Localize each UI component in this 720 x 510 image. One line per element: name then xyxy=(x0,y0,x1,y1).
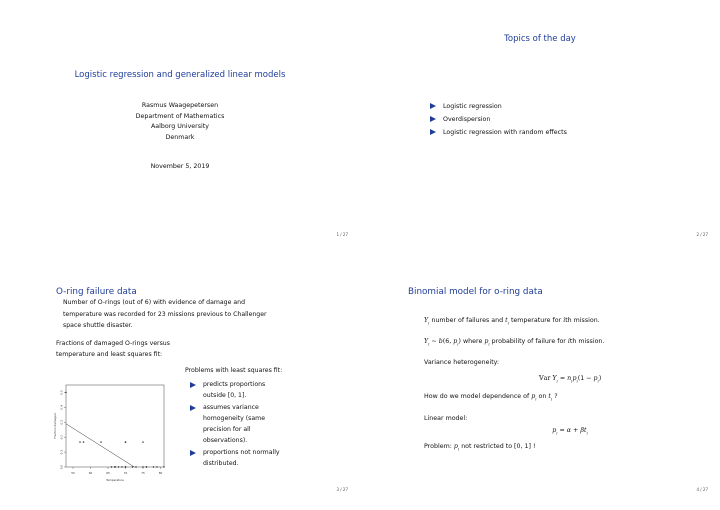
problem-line: Problem: $p_i$ not restricted to [0, 1] ! xyxy=(424,443,536,452)
y-tick-label: 0.1 xyxy=(59,449,64,455)
data-point xyxy=(146,466,147,467)
x-tick-label: 80 xyxy=(158,471,163,475)
linear-heading: Linear model: xyxy=(424,415,468,422)
slide-3 xyxy=(0,255,360,510)
data-point xyxy=(100,441,101,442)
data-point xyxy=(83,441,84,442)
data-point xyxy=(79,441,80,442)
list-item: Overdispersion xyxy=(430,114,567,127)
data-point xyxy=(163,466,164,467)
variance-heading: Variance heterogeneity: xyxy=(424,359,500,366)
list-item: Logistic regression with random effects xyxy=(430,127,567,140)
list-item: predicts proportions outside [0, 1]. xyxy=(190,380,290,401)
x-tick-label: 70 xyxy=(123,471,128,475)
data-point xyxy=(111,466,112,467)
page-number: 2 / 27 xyxy=(696,232,708,237)
x-tick-label: 60 xyxy=(88,471,93,475)
data-point xyxy=(118,466,119,467)
presentation-date: November 5, 2019 xyxy=(150,163,210,170)
bullet-triangle-icon xyxy=(190,450,196,456)
y-tick-label: 0.3 xyxy=(59,420,64,425)
topic-list xyxy=(430,101,567,139)
list-item: Logistic regression xyxy=(430,101,567,114)
list-item: assumes variance homogeneity (same precision for all observations). xyxy=(190,403,290,446)
slide-2-title: Topics of the day xyxy=(504,34,576,44)
data-point xyxy=(142,466,143,467)
variance-formula: 𝕍ar $Y_i = n_ip_i(1 - p_i)$ xyxy=(538,375,602,384)
author-name: Rasmus Waagepetersen xyxy=(141,102,219,109)
plot-caption: Fractions of damaged O-rings versus temperature and least squares fit: xyxy=(56,340,170,359)
data-point xyxy=(125,466,126,467)
x-axis-label: Temperature xyxy=(106,478,124,482)
y-tick-label: 0.2 xyxy=(59,434,64,440)
slide-4-title: Binomial model for o-ring data xyxy=(408,287,543,297)
x-tick-label: 65 xyxy=(106,471,110,475)
bullet-triangle-icon xyxy=(430,103,436,109)
data-point xyxy=(114,466,115,467)
bullet-triangle-icon xyxy=(430,129,436,135)
y-axis-label: Fraction damaged xyxy=(53,413,57,439)
slide-4 xyxy=(360,255,720,510)
data-point xyxy=(153,466,154,467)
data-point xyxy=(121,466,122,467)
data-point xyxy=(135,466,136,467)
bullet-triangle-icon xyxy=(430,116,436,122)
data-point xyxy=(125,441,126,442)
linear-formula: $p_i = \alpha + \beta t_i$ xyxy=(552,427,588,436)
problem-list xyxy=(190,380,290,470)
slide-3-title: O-ring failure data xyxy=(56,287,137,297)
data-point xyxy=(156,466,157,467)
definition-line-2: $Y_i$ ∼ b(6, $p_i$) where $p_i$ probability of failure for ith mission. xyxy=(424,338,605,347)
list-item: proportions not normally distributed. xyxy=(190,448,290,469)
page-number: 4 / 27 xyxy=(696,487,708,492)
bullet-triangle-icon xyxy=(190,382,196,388)
y-tick-label: 0.0 xyxy=(59,464,64,470)
intro-text: Number of O-rings (out of 6) with evidence of damage and temperature was recorded for 23 missions previous to Challenger space shuttle disaster. xyxy=(63,299,267,330)
least-squares-line xyxy=(66,424,134,467)
y-tick-label: 0.5 xyxy=(59,390,64,395)
university: Aalborg University xyxy=(150,123,209,130)
oring-scatter-plot xyxy=(52,379,182,487)
page-number: 3 / 27 xyxy=(336,487,348,492)
country: Denmark xyxy=(165,133,195,141)
slide-1 xyxy=(0,0,360,255)
definition-line-1: $Y_i$ number of failures and $t_i$ temperature for ith mission. xyxy=(424,317,600,326)
department: Department of Mathematics xyxy=(135,112,225,120)
y-tick-label: 0.4 xyxy=(59,405,64,410)
data-point xyxy=(65,392,66,393)
slide-2 xyxy=(360,0,720,255)
bullet-triangle-icon xyxy=(190,405,196,411)
question-line: How do we model dependence of $p_i$ on $t_i$ ? xyxy=(424,393,558,402)
x-tick-label: 75 xyxy=(141,471,145,475)
problems-heading: Problems with least squares fit: xyxy=(185,367,283,374)
data-point xyxy=(142,441,143,442)
x-tick-label: 55 xyxy=(71,471,75,475)
data-point xyxy=(132,466,133,467)
page-number: 1 / 27 xyxy=(336,232,348,237)
slide-1-title: Logistic regression and generalized linear models xyxy=(74,70,286,80)
